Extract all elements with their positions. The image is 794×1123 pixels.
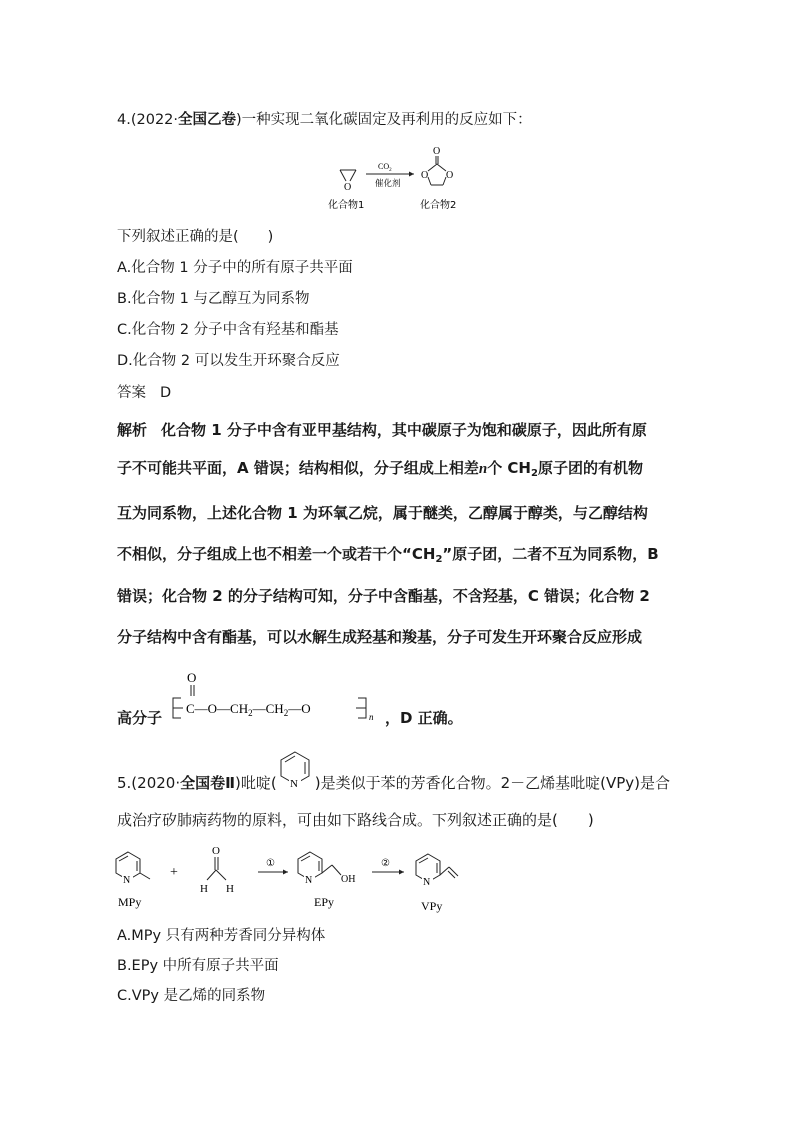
q5-stem-line-2: 成治疗矽肺病药物的原料，可由如下路线合成。下列叙述正确的是( ): [117, 811, 594, 829]
explanation-label: 解析: [117, 421, 148, 439]
compound1-label: 化合物1: [328, 200, 365, 211]
carbonate-ring-oxygen-left: O: [421, 170, 429, 181]
q5-number-year: 5.(2020·: [117, 774, 181, 792]
mpy-label: MPy: [118, 895, 142, 909]
q4-option-c: C.化合物 2 分子中含有羟基和酯基: [117, 322, 339, 338]
q4-option-d: D.化合物 2 可以发生开环聚合反应: [117, 353, 340, 369]
answer-value: D: [160, 385, 172, 401]
carbonate-carbonyl-oxygen: O: [433, 146, 441, 157]
q4-reaction-scheme: [320, 140, 480, 214]
q4-explanation-line-7-end: ，D 正确。: [385, 709, 463, 727]
q5-option-a: A.MPy 只有两种芳香同分异构体: [117, 928, 326, 944]
q4-number-year: 4.(2022·: [117, 112, 179, 128]
q4-explanation-line-2: 子不可能共平面，A 错误；结构相似，分子组成上相差n个 $CH_2$原子团的有机物: [117, 459, 643, 479]
epy-nitrogen: N: [305, 875, 313, 886]
q4-option-b: B.化合物 1 与乙醇互为同系物: [117, 291, 310, 307]
q5-stem-line-1: 5.(2020·全国卷Ⅱ)吡啶( )是类似于苯的芳香化合物。2－乙烯基吡啶(VPy)是合: [117, 774, 671, 792]
step1-label: ①: [266, 858, 275, 869]
epy-label: EPy: [314, 895, 335, 909]
formaldehyde-oxygen: O: [212, 845, 220, 857]
formaldehyde-hydrogen-1: H: [200, 883, 208, 895]
q4-source: 全国乙卷: [178, 112, 237, 128]
epy-hydroxyl: OH: [341, 874, 356, 885]
q4-explanation-line-1: 解析 化合物 1 分子中含有亚甲基结构，其中碳原子为饱和碳原子，因此所有原: [117, 421, 647, 439]
q4-stem: [117, 110, 532, 130]
epoxide-oxygen: O: [344, 182, 352, 193]
q4-explanation-line-5: 错误；化合物 2 的分子结构可知，分子中含酯基，不含羟基，C 错误；化合物 2: [117, 587, 650, 605]
mpy-nitrogen: N: [123, 875, 131, 886]
pyridine-inline-structure: [275, 748, 315, 790]
compound2-label: 化合物2: [420, 200, 457, 211]
polymer-repeat-n: n: [369, 712, 374, 722]
pyridine-nitrogen: N: [290, 778, 298, 790]
q4-explanation-line-3: 互为同系物，上述化合物 1 为环氧乙烷，属于醚类，乙醇属于醇类，与乙醇结构: [117, 504, 648, 522]
q4-explanation-line-7-start: 高分子: [117, 709, 163, 727]
vpy-label: VPy: [421, 899, 443, 913]
epoxide-structure: [340, 170, 356, 181]
step2-label: ②: [381, 858, 390, 869]
q5-source: 全国卷Ⅱ: [180, 774, 235, 792]
polymer-chain: $C—O—CH_2—CH_2—O$: [186, 701, 311, 718]
polymer-carbonyl-oxygen: O: [187, 670, 197, 685]
q4-explanation-line-4: 不相似，分子组成上也不相差一个或若干个“$CH_2$”原子团，二者不互为同系物，B: [117, 545, 659, 565]
q5-synthesis-scheme: [110, 840, 480, 920]
plus-sign: +: [170, 865, 178, 880]
polymer-structure: [170, 668, 385, 724]
q4-answer: [117, 383, 171, 403]
answer-label: 答案: [117, 385, 146, 401]
formaldehyde-hydrogen-2: H: [226, 883, 234, 895]
q4-option-a: A.化合物 1 分子中的所有原子共平面: [117, 260, 353, 276]
carbonate-ring-oxygen-right: O: [446, 170, 454, 181]
q4-prompt: 下列叙述正确的是( ): [117, 229, 274, 245]
q4-reagent-catalyst: 催化剂: [375, 179, 401, 189]
q4-reagent-co2: $CO_2$: [378, 162, 392, 173]
q5-option-c: C.VPy 是乙烯的同系物: [117, 988, 266, 1004]
q4-stem-text: )一种实现二氧化碳固定及再利用的反应如下：: [236, 112, 532, 128]
q4-explanation-line-6: 分子结构中含有酯基，可以水解生成羟基和羧基，分子可发生开环聚合反应形成: [117, 628, 643, 646]
q5-option-b: B.EPy 中所有原子共平面: [117, 958, 279, 974]
cyclic-carbonate-structure: [428, 156, 446, 185]
vpy-nitrogen: N: [423, 877, 431, 888]
